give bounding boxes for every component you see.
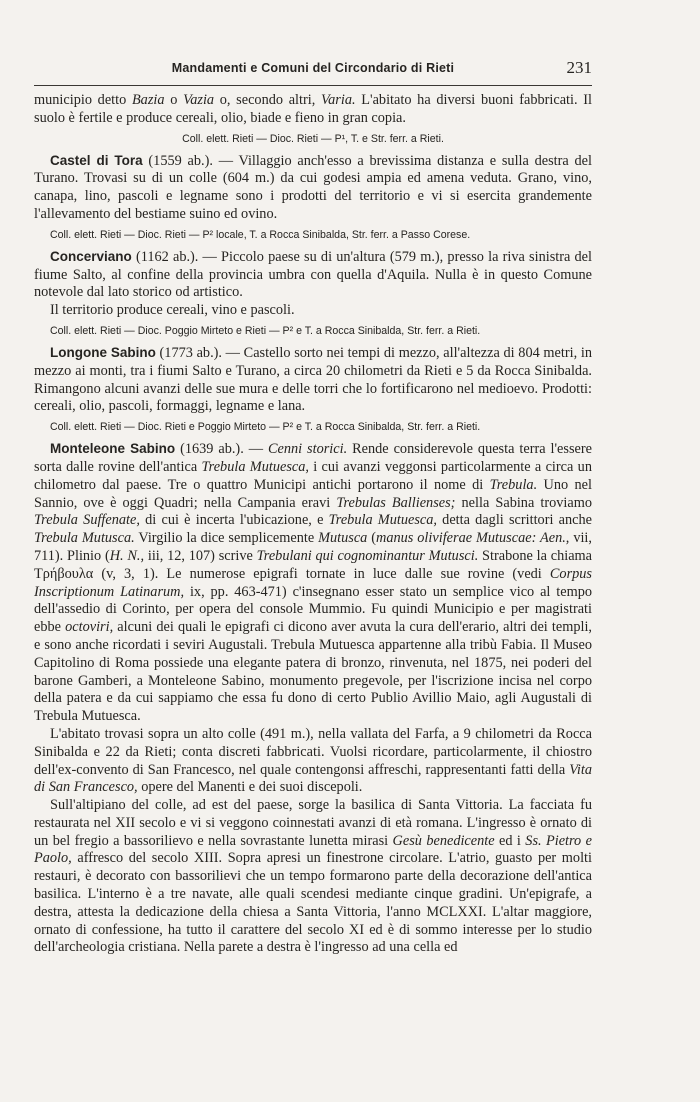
t: (1639 ab.). —	[175, 441, 268, 458]
t: Trebula.	[489, 476, 538, 493]
entry-longone-sabino	[34, 344, 592, 416]
t: vii, 711). Plinio (	[34, 530, 592, 564]
italic-name: Vazia	[183, 92, 215, 108]
t: di cui è incerta l'ubicazione, e	[139, 512, 329, 529]
paragraph-intro	[34, 92, 592, 128]
t: Mutusca	[318, 530, 368, 547]
page-header	[34, 58, 592, 80]
t: opere del Manenti e dei suoi discepoli.	[137, 779, 363, 796]
t: Rende considerevole questa terra l'essere sorta dalle rovine dell'antica	[34, 441, 592, 475]
place-name: Castel di Tora	[50, 152, 143, 168]
entry-concerviano-products: Il territorio produce cereali, vino e pascoli.	[50, 302, 295, 319]
t: Trebula Mutuesca,	[328, 512, 437, 529]
entry-text: (1162 ab.). — Piccolo paese su di un'altura (579 m.), presso la riva sinistra del fiume Salto, al confine della provincia umbra con quella d'Aquila. Nulla è in questo Comune notevole dal lato storico od artistico.	[34, 248, 592, 301]
entry-monteleone-sabino	[34, 440, 592, 726]
t: Gesù benedicente	[392, 832, 495, 849]
page-body	[34, 92, 592, 957]
place-name: Concerviano	[50, 248, 132, 264]
t: L'abitato ha diversi buoni fabbricati. Il suolo è fertile e produce cereali, olio, biade e fieno in gran copia.	[34, 92, 593, 126]
t: H. N.,	[109, 547, 145, 564]
t: o, secondo altri,	[214, 92, 322, 108]
t: affresco del secolo XIII. Sopra apresi un finestrone circolare. L'atrio, guasto per molti restauri, è decorato con bassorilievi che un tempo formarono parte della decorazione dell'antica basilica. L'interno è a tre navate, alle quali scendesi mediante cinque gradini. Un'epigrafe, a destra, attesta la dedicazione della chiesa a Santa Vittoria, l'anno MCLXXI. L'altar maggiore, ornato di confessione, ha tutto il carattere del secolo XI ed è di sommo interesse per lo studio dell'archeologia cristiana. Nella parete a destra è l'ingresso ad una cella ed	[34, 850, 592, 956]
italic-name: Bazia	[131, 92, 165, 108]
t: alcuni dei quali le epigrafi ci dicono aver avuta la cura dell'erario, altri dei templi, e sono anche ricordati i seviri Augustali. Trebula Mutuesca appartenne alla tribù Fabia. Il Museo Capitolino di Roma possiede una elegante patera di bronzo, rinvenuta, nel 1875, nei poderi del barone Gamberi, a Monteleone Sabino, monumento pregevole, per l'iscrizione incisa nel corpo della patera e da cui sappiamo che essa fu dono di certo Publio Avillio Maio, agli Augustali di Trebula Mutuesca.	[34, 619, 593, 725]
t: Cenni storici.	[267, 441, 348, 458]
italic-name: Varia.	[321, 92, 356, 108]
t: Strabone la chiama Τρήβουλα (v, 3, 1). Le numerose epigrafi tornate in luce dalle sue rovine (vedi	[34, 547, 593, 582]
t: o	[164, 92, 184, 108]
t: Trebulani qui cognominantur Mutusci.	[256, 547, 479, 564]
t: L'abitato trovasi sopra un alto colle (491 m.), nella vallata del Farfa, a 9 chilometri da Rocca Sinibalda e 22 da Rieti; conta discreti fabbricati. Vuolsi ricordare, particolarmente, il chiostro dell'ex-convento di San Francesco, nel quale contengonsi affreschi, rappresentanti fatti della	[34, 725, 592, 778]
header-rule	[34, 85, 592, 86]
t: octoviri,	[65, 619, 114, 636]
t: Corpus Inscriptionum Latinarum,	[34, 565, 592, 600]
t: Virgilio la dice semplicemente	[134, 530, 319, 547]
t: municipio detto	[34, 92, 132, 108]
t: Trebulas Ballienses;	[336, 494, 456, 511]
t: (	[367, 530, 377, 547]
admin-note: Coll. elett. Rieti — Dioc. Rieti — P¹, T. e Str. ferr. a Rieti.	[182, 132, 444, 145]
admin-note: Coll. elett. Rieti — Dioc. Rieti e Poggio Mirteto — P² e T. a Rocca Sinibalda, Str. ferr. a Rieti.	[50, 421, 481, 434]
t: Uno nel Sannio, ove è oggi Quadri; nella Campania eravi	[34, 476, 592, 511]
entry-text: (1773 ab.). — Castello sorto nei tempi di mezzo, all'altezza di 804 metri, in mezzo ai monti, tra i fiumi Salto e Turano, a circa 20 chilometri da Rieti e 5 da Rocca Sinibalda. Rimangono alcuni avanzi delle sue mura e delle torri che lo fortificarono nel medioevo. Prodotti: cereali, olio, pascoli, formaggi, legname e lana.	[34, 344, 592, 415]
place-name: Longone Sabino	[50, 344, 156, 360]
paragraph-abitato	[34, 726, 592, 797]
t: ix, pp. 463-471) c'insegnano esser stato un semplice vico al tempo dell'assedio di Corinto, per opera del console Mummio. Fu quindi Municipio e per magistrati ebbe	[34, 583, 593, 636]
admin-note: Coll. elett. Rieti — Dioc. Rieti — P² locale, T. a Rocca Sinibalda, Str. ferr. a Passo Corese.	[50, 228, 471, 241]
page-number: 231	[566, 58, 592, 77]
t: Ss. Pietro e Paolo,	[34, 832, 592, 867]
t: iii, 12, 107) scrive	[144, 547, 257, 564]
t: nella Sabina troviamo	[455, 494, 592, 511]
t: i cui avanzi veggonsi particolarmente a circa un chilometro dal paese. Tre o quattro Municipi antichi portarono il nome di	[34, 458, 592, 493]
place-name: Monteleone Sabino	[50, 441, 176, 457]
running-title: Mandamenti e Comuni del Circondario di Rieti	[171, 61, 455, 75]
entry-concerviano	[34, 248, 592, 302]
t: Vita di San Francesco,	[34, 761, 592, 796]
t: manus oliviferae Mutuscae: Aen.,	[376, 530, 570, 547]
admin-note: Coll. elett. Rieti — Dioc. Poggio Mirteto e Rieti — P² e T. a Rocca Sinibalda, Str. ferr. a Rieti.	[50, 324, 481, 337]
t: Sull'altipiano del colle, ad est del paese, sorge la basilica di Santa Vittoria. La facciata fu restaurata nel XII secolo e vi si veggono coinnestati avanzi di età romana. L'ingresso è ornato di un bel fregio a bassorilievo e nella sovrastante lunetta mirasi	[34, 797, 592, 849]
t: Trebula Suffenate,	[34, 512, 140, 529]
entry-text: (1559 ab.). — Villaggio anch'esso a brevissima distanza e sulla destra del Turano. Trovasi su di un colle (604 m.) da cui godesi ampia ed amena veduta. Grano, vino, canapa, lino, pascoli e legname sono i prodotti del territorio e vi si esercita grandemente l'allevamento del bestiame suino ed ovino.	[34, 152, 592, 222]
t: Trebula Mutuesca,	[201, 458, 309, 475]
t: ed i	[494, 832, 526, 849]
entry-castel-di-tora	[34, 152, 592, 224]
t: detta dagli scrittori anche	[436, 512, 592, 529]
t: Trebula Mutusca.	[34, 530, 135, 547]
paragraph-basilica	[34, 797, 592, 957]
